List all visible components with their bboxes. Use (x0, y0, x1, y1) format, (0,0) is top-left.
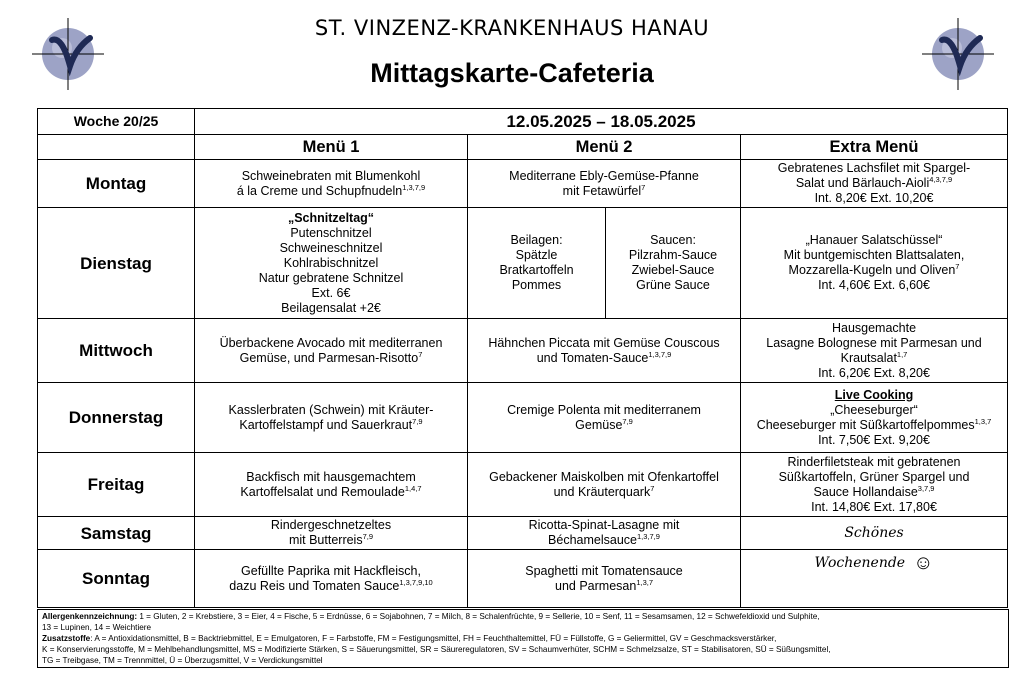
table-row (38, 453, 1008, 517)
day-label: Mittwoch (38, 319, 195, 383)
price: Int. 7,50€ Ext. 9,20€ (818, 432, 930, 447)
table-row (38, 517, 1008, 550)
menu-table (37, 108, 1008, 608)
menu2-cell: Cremige Polenta mit mediterranem Gemüse$^{7,9}$ (468, 383, 741, 453)
extra-cell: Live Cooking „Cheeseburger“ Cheeseburger mit Süßkartoffelpommes$^{1,3,7}$ Int. 7,50€ Ext. 9,20€ (741, 383, 1008, 453)
header-menu-1: Menü 1 (195, 135, 468, 160)
date-range: 12.05.2025 – 18.05.2025 (195, 109, 1008, 135)
menu1-cell: Kasslerbraten (Schwein) mit Kräuter- Kartoffelstampf und Sauerkraut$^{7,9}$ (195, 383, 468, 453)
live-cooking-label: Live Cooking (834, 387, 914, 402)
menu1-cell: Rindergeschnetzeltes mit Butterreis$^{7,9}$ (195, 517, 468, 550)
extra-cell: Gebratenes Lachsfilet mit Spargel- Salat und Bärlauch-Aioli$^{4,3,7,9}$ Int. 8,20€ Ext. 10,20€ (741, 160, 1008, 208)
menu2-cell: Ricotta-Spinat-Lasagne mit Béchamelsauce$^{1,3,7,9}$ (468, 517, 741, 550)
header-row (38, 135, 1008, 160)
table-row (38, 319, 1008, 383)
weekend-note-2: Wochenende (814, 555, 906, 571)
menu1-cell: Gefüllte Paprika mit Hackfleisch, dazu Reis und Tomaten Sauce$^{1,3,7,9,10}$ (195, 550, 468, 608)
header-menu-2: Menü 2 (468, 135, 741, 160)
day-label: Montag (38, 160, 195, 208)
sauces-cell: Saucen: Pilzrahm-Sauce Zwiebel-Sauce Grüne Sauce (606, 208, 741, 319)
page-title: Mittagskarte-Cafeteria (370, 58, 654, 88)
header-extra-menu: Extra Menü (741, 135, 1008, 160)
week-row (38, 109, 1008, 135)
price: Int. 6,20€ Ext. 8,20€ (818, 365, 930, 380)
extra-cell: Rinderfiletsteak mit gebratenen Süßkartoffeln, Grüner Spargel und Sauce Hollandaise$^{3,7,9}$ Int. 14,80€ Ext. 17,80€ (741, 453, 1008, 517)
day-label: Dienstag (38, 208, 195, 319)
menu2-cell: Mediterrane Ebly-Gemüse-Pfanne mit Fetawürfel$^7$ (468, 160, 741, 208)
extra-cell (741, 550, 1008, 608)
weekend-note-1: Schönes (844, 524, 904, 541)
day-label: Samstag (38, 517, 195, 550)
week-label: Woche 20/25 (38, 109, 195, 135)
menu2-cell: Gebackener Maiskolben mit Ofenkartoffel und Kräuterquark$^7$ (468, 453, 741, 517)
price: Int. 8,20€ Ext. 10,20€ (814, 191, 934, 205)
smiley-icon: ☺ (913, 552, 934, 575)
table-row (38, 208, 1008, 319)
extra-cell: Hausgemachte Lasagne Bolognese mit Parmesan und Krautsalat$^{1,7}$ Int. 6,20€ Ext. 8,20€ (741, 319, 1008, 383)
day-label: Sonntag (38, 550, 195, 608)
menu2-cell: Spaghetti mit Tomatensauce und Parmesan$^{1,3,7}$ (468, 550, 741, 608)
day-label: Freitag (38, 453, 195, 517)
hospital-name: ST. VINZENZ-KRANKENHAUS HANAU (314, 16, 710, 40)
price: Int. 14,80€ Ext. 17,80€ (811, 499, 937, 514)
table-row (38, 160, 1008, 208)
menu1-cell: „Schnitzeltag“ Putenschnitzel Schweineschnitzel Kohlrabischnitzel Natur gebratene Schnitzel Ext. 6€ Beilagensalat +2€ (195, 208, 468, 319)
day-label: Donnerstag (38, 383, 195, 453)
table-row (38, 383, 1008, 453)
sides-cell: Beilagen: Spätzle Bratkartoffeln Pommes (468, 208, 606, 319)
extra-cell (741, 517, 1008, 550)
table-row (38, 550, 1008, 608)
header-empty (38, 135, 195, 160)
menu2-cell: Hähnchen Piccata mit Gemüse Couscous und Tomaten-Sauce$^{1,3,7,9}$ (468, 319, 741, 383)
menu1-cell: Überbackene Avocado mit mediterranen Gemüse, und Parmesan-Risotto$^7$ (195, 319, 468, 383)
menu1-cell: Schweinebraten mit Blumenkohl á la Creme und Schupfnudeln$^{1,3,7,9}$ (195, 160, 468, 208)
menu1-cell: Backfisch mit hausgemachtem Kartoffelsalat und Remoulade$^{1,4,7}$ (195, 453, 468, 517)
extra-cell: „Hanauer Salatschüssel“ Mit buntgemischten Blattsalaten, Mozzarella-Kugeln und Oliven$^7$ Int. 4,60€ Ext. 6,60€ (741, 208, 1008, 319)
allergen-legend: Allergenkennzeichnung: 1 = Gluten, 2 = Krebstiere, 3 = Eier, 4 = Fische, 5 = Erdnüsse, 6 = Sojabohnen, 7 = Milch, 8 = Schalenfrüchte, 9 = Sellerie, 10 = Senf, 11 = Sesamsamen, 12 = Schwefeldioxid und Sulphite, 13 = Lupinen, 14 = Weichtiere Zusatzstoffe: A = Antioxidationsmittel, B = Backtriebmittel, E = Emulgatoren, F = Farbstoffe, FM = Festigungsmittel, FH = Feuchthaltemittel, FÜ = Füllstoffe, G = Geliermittel, GV = Geschmacksverstärker, K = Konservierungsstoffe, M = Mehlbehandlungsmittel, MS = Modifizierte Stärken, S = Säuerungsmittel, SR = Säureregulatoren, SV = Schaumverhüter, SCHM = Schmelzsalze, ST = Stabilisatoren, SÜ = Süßungsmittel, TG = Treibgase, TM = Trennmittel, Ü = Überzugsmittel, V = Verdickungsmittel (37, 609, 1009, 668)
price: Int. 4,60€ Ext. 6,60€ (818, 278, 930, 292)
